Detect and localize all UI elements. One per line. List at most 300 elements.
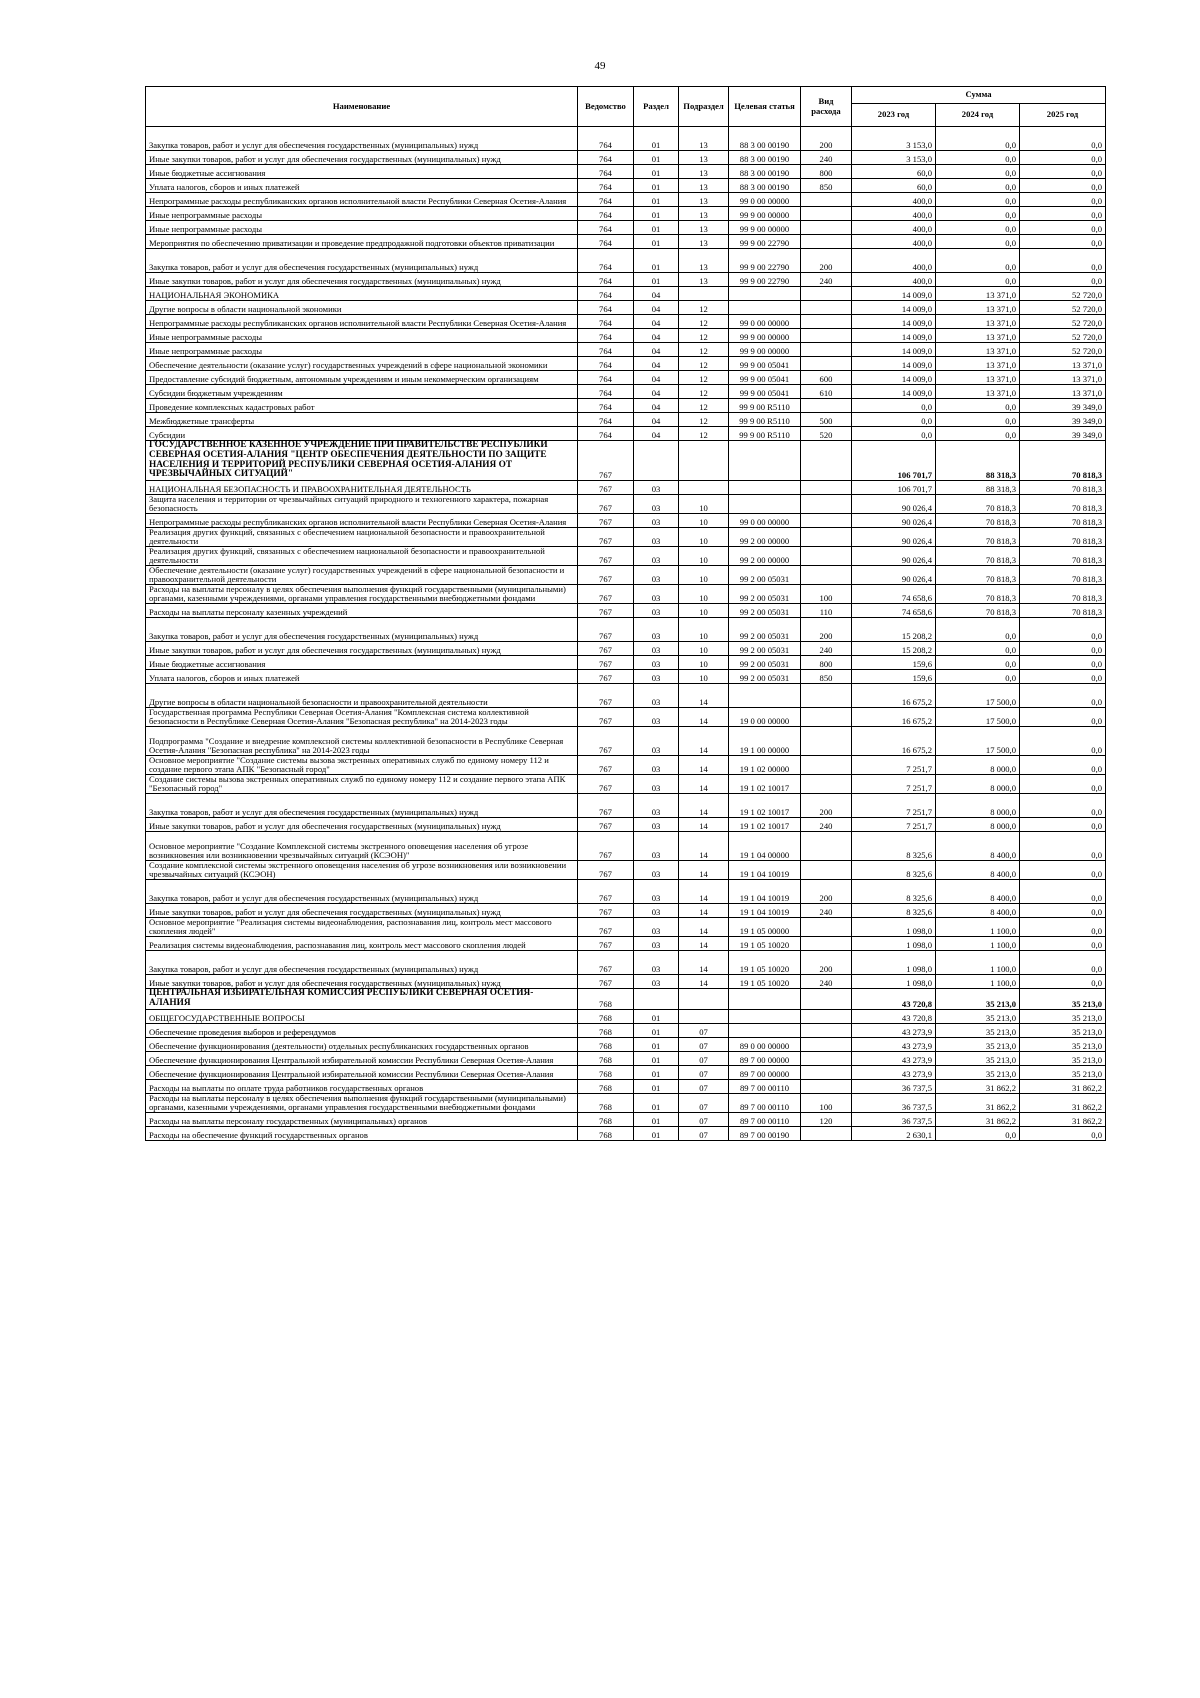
row-sum-2025: 52 720,0 (1020, 301, 1106, 315)
row-celevaya-statya: 19 1 05 00000 (729, 918, 801, 937)
row-sum-2024: 8 000,0 (936, 775, 1020, 794)
table-body (146, 127, 1106, 1141)
row-razdel: 04 (634, 329, 679, 343)
row-razdel: 01 (634, 1093, 679, 1112)
row-sum-2025: 0,0 (1020, 880, 1106, 904)
row-sum-2024: 0,0 (936, 221, 1020, 235)
row-vedomstvo: 764 (578, 193, 634, 207)
row-sum-2025: 35 213,0 (1020, 1009, 1106, 1023)
row-sum-2023: 90 026,4 (852, 514, 936, 528)
row-sum-2025: 35 213,0 (1020, 1051, 1106, 1065)
row-razdel (634, 989, 679, 1010)
row-razdel: 03 (634, 618, 679, 642)
row-sum-2024: 8 400,0 (936, 832, 1020, 861)
table-row (146, 585, 1106, 604)
row-podrazdel: 14 (679, 794, 729, 818)
row-celevaya-statya (729, 481, 801, 495)
row-vid-rashoda (801, 684, 852, 708)
row-celevaya-statya: 19 1 05 10020 (729, 951, 801, 975)
row-vid-rashoda (801, 1051, 852, 1065)
table-row (146, 481, 1106, 495)
row-name: Иные непрограммные расходы (146, 343, 578, 357)
row-podrazdel: 13 (679, 165, 729, 179)
row-podrazdel (679, 287, 729, 301)
row-name: Обеспечение проведения выборов и референдумов (146, 1023, 578, 1037)
row-vid-rashoda (801, 708, 852, 727)
row-podrazdel (679, 1009, 729, 1023)
row-vid-rashoda: 520 (801, 427, 852, 441)
row-podrazdel: 12 (679, 343, 729, 357)
row-razdel: 03 (634, 566, 679, 585)
row-podrazdel: 12 (679, 413, 729, 427)
row-vedomstvo: 764 (578, 249, 634, 273)
row-sum-2023: 7 251,7 (852, 818, 936, 832)
row-vedomstvo: 767 (578, 975, 634, 989)
row-podrazdel: 07 (679, 1079, 729, 1093)
table-header (146, 87, 1106, 127)
row-razdel: 01 (634, 1126, 679, 1140)
table-row (146, 861, 1106, 880)
table-row (146, 547, 1106, 566)
row-razdel: 03 (634, 656, 679, 670)
row-vid-rashoda (801, 495, 852, 514)
row-vid-rashoda: 200 (801, 951, 852, 975)
row-name: Предоставление субсидий бюджетным, автономным учреждениям и иным некоммерческим организациям (146, 371, 578, 385)
row-sum-2025: 35 213,0 (1020, 1037, 1106, 1051)
row-celevaya-statya (729, 1023, 801, 1037)
row-vedomstvo: 764 (578, 301, 634, 315)
row-vedomstvo: 768 (578, 1037, 634, 1051)
row-sum-2024: 70 818,3 (936, 604, 1020, 618)
row-sum-2025: 39 349,0 (1020, 413, 1106, 427)
row-sum-2023: 90 026,4 (852, 566, 936, 585)
row-razdel: 03 (634, 495, 679, 514)
row-razdel: 01 (634, 179, 679, 193)
row-sum-2024: 13 371,0 (936, 315, 1020, 329)
row-celevaya-statya: 19 1 04 10019 (729, 904, 801, 918)
row-celevaya-statya: 99 9 00 00000 (729, 343, 801, 357)
row-name: Мероприятия по обеспечению приватизации и проведение предпродажной подготовки объектов приватизации (146, 235, 578, 249)
row-name: Расходы на обеспечение функций государственных органов (146, 1126, 578, 1140)
row-vedomstvo: 768 (578, 1051, 634, 1065)
row-podrazdel (679, 989, 729, 1010)
row-razdel: 04 (634, 413, 679, 427)
row-sum-2024: 31 862,2 (936, 1112, 1020, 1126)
row-sum-2024: 0,0 (936, 165, 1020, 179)
row-name: Обеспечение деятельности (оказание услуг) государственных учреждений в сфере национальной экономики (146, 357, 578, 371)
row-vid-rashoda: 200 (801, 249, 852, 273)
row-sum-2024: 1 100,0 (936, 937, 1020, 951)
row-sum-2024: 17 500,0 (936, 727, 1020, 756)
row-vid-rashoda (801, 832, 852, 861)
row-sum-2024: 8 400,0 (936, 861, 1020, 880)
row-name: Расходы на выплаты персоналу в целях обеспечения выполнения функций государственными (муниципальными) органами, казенными учреждениями, органами управления государственными внебюджетными фондами (146, 585, 578, 604)
row-sum-2025: 70 818,3 (1020, 514, 1106, 528)
row-sum-2024: 31 862,2 (936, 1093, 1020, 1112)
table-row (146, 1051, 1106, 1065)
row-sum-2023: 36 737,5 (852, 1079, 936, 1093)
table-row (146, 989, 1106, 1010)
table-row (146, 151, 1106, 165)
row-razdel: 03 (634, 918, 679, 937)
row-vid-rashoda (801, 235, 852, 249)
row-vedomstvo: 768 (578, 1065, 634, 1079)
table-row (146, 343, 1106, 357)
row-name: Межбюджетные трансферты (146, 413, 578, 427)
row-sum-2023: 14 009,0 (852, 385, 936, 399)
row-sum-2023: 14 009,0 (852, 315, 936, 329)
row-vedomstvo: 764 (578, 179, 634, 193)
row-sum-2023: 1 098,0 (852, 975, 936, 989)
row-sum-2023: 60,0 (852, 179, 936, 193)
row-sum-2025: 0,0 (1020, 179, 1106, 193)
row-sum-2024: 0,0 (936, 618, 1020, 642)
row-name: Закупка товаров, работ и услуг для обеспечения государственных (муниципальных) нужд (146, 618, 578, 642)
row-sum-2023: 43 720,8 (852, 989, 936, 1010)
row-sum-2024: 13 371,0 (936, 385, 1020, 399)
row-vid-rashoda (801, 1126, 852, 1140)
row-podrazdel: 10 (679, 566, 729, 585)
row-sum-2024: 0,0 (936, 273, 1020, 287)
row-name: Иные бюджетные ассигнования (146, 656, 578, 670)
row-celevaya-statya: 99 9 00 R5110 (729, 427, 801, 441)
row-celevaya-statya (729, 989, 801, 1010)
row-sum-2024: 35 213,0 (936, 1065, 1020, 1079)
row-sum-2025: 70 818,3 (1020, 495, 1106, 514)
row-vedomstvo: 764 (578, 357, 634, 371)
row-sum-2025: 70 818,3 (1020, 566, 1106, 585)
table-row (146, 1009, 1106, 1023)
row-celevaya-statya: 99 9 00 22790 (729, 273, 801, 287)
row-celevaya-statya (729, 441, 801, 481)
header-vid-rashoda: Вид расхода (801, 87, 852, 127)
row-name: Иные закупки товаров, работ и услуг для обеспечения государственных (муниципальных) нужд (146, 975, 578, 989)
table-row (146, 1093, 1106, 1112)
row-sum-2024: 0,0 (936, 670, 1020, 684)
row-sum-2023: 1 098,0 (852, 951, 936, 975)
row-sum-2025: 0,0 (1020, 951, 1106, 975)
row-vid-rashoda: 610 (801, 385, 852, 399)
row-name: Основное мероприятие "Реализация системы видеонаблюдения, распознавания лиц, контроль мест массового скопления людей" (146, 918, 578, 937)
row-sum-2025: 0,0 (1020, 684, 1106, 708)
row-celevaya-statya (729, 287, 801, 301)
row-podrazdel: 07 (679, 1023, 729, 1037)
row-razdel: 03 (634, 642, 679, 656)
row-vedomstvo: 767 (578, 951, 634, 975)
row-sum-2025: 70 818,3 (1020, 547, 1106, 566)
row-vedomstvo: 767 (578, 937, 634, 951)
row-vid-rashoda (801, 343, 852, 357)
row-sum-2023: 3 153,0 (852, 151, 936, 165)
row-podrazdel: 14 (679, 951, 729, 975)
row-sum-2025: 70 818,3 (1020, 481, 1106, 495)
row-podrazdel: 07 (679, 1112, 729, 1126)
row-name: Уплата налогов, сборов и иных платежей (146, 179, 578, 193)
row-name: Иные закупки товаров, работ и услуг для обеспечения государственных (муниципальных) нужд (146, 818, 578, 832)
row-vedomstvo: 764 (578, 315, 634, 329)
row-razdel: 03 (634, 904, 679, 918)
row-sum-2023: 16 675,2 (852, 727, 936, 756)
row-vid-rashoda (801, 547, 852, 566)
row-sum-2025: 52 720,0 (1020, 329, 1106, 343)
row-celevaya-statya: 88 3 00 00190 (729, 127, 801, 151)
row-podrazdel: 14 (679, 832, 729, 861)
row-sum-2023: 90 026,4 (852, 495, 936, 514)
table-row (146, 329, 1106, 343)
row-sum-2024: 0,0 (936, 235, 1020, 249)
row-podrazdel: 14 (679, 918, 729, 937)
row-name: Непрограммные расходы республиканских органов исполнительной власти Республики Северная Осетия-Алания (146, 193, 578, 207)
row-vid-rashoda (801, 1023, 852, 1037)
table-row (146, 127, 1106, 151)
row-vid-rashoda (801, 301, 852, 315)
header-year-2024: 2024 год (936, 104, 1020, 127)
row-razdel: 03 (634, 937, 679, 951)
row-vid-rashoda (801, 315, 852, 329)
row-sum-2023: 8 325,6 (852, 904, 936, 918)
row-razdel: 03 (634, 951, 679, 975)
row-sum-2024: 13 371,0 (936, 371, 1020, 385)
row-celevaya-statya: 99 2 00 05031 (729, 670, 801, 684)
row-sum-2025: 0,0 (1020, 235, 1106, 249)
row-razdel: 01 (634, 165, 679, 179)
row-name: Иные закупки товаров, работ и услуг для обеспечения государственных (муниципальных) нужд (146, 273, 578, 287)
table-row (146, 670, 1106, 684)
row-vedomstvo: 764 (578, 207, 634, 221)
row-vedomstvo: 767 (578, 861, 634, 880)
header-year-2025: 2025 год (1020, 104, 1106, 127)
row-razdel: 03 (634, 756, 679, 775)
row-vedomstvo: 768 (578, 1093, 634, 1112)
row-vedomstvo: 767 (578, 656, 634, 670)
row-sum-2024: 70 818,3 (936, 566, 1020, 585)
row-podrazdel: 14 (679, 756, 729, 775)
table-row (146, 566, 1106, 585)
row-vid-rashoda: 200 (801, 880, 852, 904)
row-sum-2025: 35 213,0 (1020, 989, 1106, 1010)
row-name: Иные непрограммные расходы (146, 329, 578, 343)
row-name: Государственная программа Республики Северная Осетия-Алания "Комплексная система коллективной безопасности в Республике Северная Осетия-Алания "Безопасная республика" на 2014-2023 годы (146, 708, 578, 727)
row-sum-2023: 43 720,8 (852, 1009, 936, 1023)
row-podrazdel: 10 (679, 604, 729, 618)
row-vedomstvo: 768 (578, 1126, 634, 1140)
row-name: Основное мероприятие "Создание Комплексной системы экстренного оповещения населения об угрозе возникновения или возникновении чрезвычайных ситуаций (КСЭОН)" (146, 832, 578, 861)
row-sum-2025: 70 818,3 (1020, 604, 1106, 618)
row-celevaya-statya: 99 2 00 00000 (729, 528, 801, 547)
row-vid-rashoda: 240 (801, 151, 852, 165)
row-celevaya-statya: 19 1 04 00000 (729, 832, 801, 861)
row-sum-2023: 1 098,0 (852, 918, 936, 937)
row-podrazdel: 13 (679, 127, 729, 151)
row-podrazdel: 13 (679, 273, 729, 287)
row-sum-2023: 90 026,4 (852, 547, 936, 566)
row-razdel: 04 (634, 301, 679, 315)
row-sum-2023: 7 251,7 (852, 756, 936, 775)
row-sum-2023: 43 273,9 (852, 1051, 936, 1065)
row-sum-2024: 35 213,0 (936, 1037, 1020, 1051)
row-vid-rashoda (801, 566, 852, 585)
row-celevaya-statya: 88 3 00 00190 (729, 179, 801, 193)
row-sum-2024: 17 500,0 (936, 708, 1020, 727)
row-sum-2023: 0,0 (852, 413, 936, 427)
row-sum-2025: 0,0 (1020, 818, 1106, 832)
row-vedomstvo: 767 (578, 708, 634, 727)
row-vid-rashoda (801, 1009, 852, 1023)
row-sum-2023: 15 208,2 (852, 618, 936, 642)
row-vedomstvo: 767 (578, 547, 634, 566)
table-row (146, 918, 1106, 937)
row-sum-2025: 0,0 (1020, 832, 1106, 861)
row-celevaya-statya: 89 7 00 00000 (729, 1065, 801, 1079)
row-sum-2023: 7 251,7 (852, 775, 936, 794)
row-sum-2023: 74 658,6 (852, 604, 936, 618)
row-sum-2023: 14 009,0 (852, 371, 936, 385)
row-celevaya-statya: 88 3 00 00190 (729, 165, 801, 179)
row-razdel: 04 (634, 399, 679, 413)
table-row (146, 756, 1106, 775)
row-sum-2025: 0,0 (1020, 221, 1106, 235)
row-celevaya-statya: 89 7 00 00000 (729, 1051, 801, 1065)
row-sum-2025: 0,0 (1020, 708, 1106, 727)
row-vid-rashoda: 110 (801, 604, 852, 618)
row-vedomstvo: 764 (578, 385, 634, 399)
row-name: Иные непрограммные расходы (146, 221, 578, 235)
row-vid-rashoda (801, 989, 852, 1010)
row-celevaya-statya (729, 301, 801, 315)
row-sum-2025: 0,0 (1020, 127, 1106, 151)
row-sum-2023: 106 701,7 (852, 441, 936, 481)
row-vedomstvo: 767 (578, 775, 634, 794)
header-razdel: Раздел (634, 87, 679, 127)
row-razdel: 01 (634, 127, 679, 151)
row-celevaya-statya: 89 0 00 00000 (729, 1037, 801, 1051)
table-row (146, 880, 1106, 904)
row-sum-2024: 0,0 (936, 427, 1020, 441)
row-vedomstvo: 767 (578, 880, 634, 904)
table-row (146, 818, 1106, 832)
row-celevaya-statya: 99 9 00 22790 (729, 249, 801, 273)
table-row (146, 604, 1106, 618)
row-podrazdel: 07 (679, 1126, 729, 1140)
row-sum-2025: 70 818,3 (1020, 441, 1106, 481)
row-razdel: 03 (634, 547, 679, 566)
table-row (146, 1065, 1106, 1079)
row-vedomstvo: 767 (578, 514, 634, 528)
row-razdel: 01 (634, 273, 679, 287)
row-sum-2025: 0,0 (1020, 670, 1106, 684)
row-vid-rashoda (801, 1065, 852, 1079)
row-vid-rashoda: 600 (801, 371, 852, 385)
row-razdel: 01 (634, 151, 679, 165)
row-vid-rashoda (801, 193, 852, 207)
row-name: Иные бюджетные ассигнования (146, 165, 578, 179)
row-vedomstvo: 764 (578, 413, 634, 427)
row-celevaya-statya: 99 2 00 00000 (729, 547, 801, 566)
row-name: Субсидии бюджетным учреждениям (146, 385, 578, 399)
row-sum-2023: 400,0 (852, 235, 936, 249)
row-name: Расходы на выплаты по оплате труда работников государственных органов (146, 1079, 578, 1093)
row-name: Расходы на выплаты персоналу государственных (муниципальных) органов (146, 1112, 578, 1126)
row-podrazdel: 14 (679, 818, 729, 832)
row-sum-2025: 0,0 (1020, 618, 1106, 642)
row-sum-2023: 14 009,0 (852, 329, 936, 343)
row-razdel: 01 (634, 1065, 679, 1079)
row-sum-2024: 1 100,0 (936, 975, 1020, 989)
row-vedomstvo: 767 (578, 684, 634, 708)
row-name: Уплата налогов, сборов и иных платежей (146, 670, 578, 684)
row-sum-2024: 88 318,3 (936, 441, 1020, 481)
row-sum-2023: 90 026,4 (852, 528, 936, 547)
row-sum-2025: 0,0 (1020, 151, 1106, 165)
table-row (146, 371, 1106, 385)
row-sum-2025: 70 818,3 (1020, 528, 1106, 547)
row-celevaya-statya: 89 7 00 00110 (729, 1093, 801, 1112)
row-vid-rashoda: 240 (801, 273, 852, 287)
row-vedomstvo: 764 (578, 371, 634, 385)
table-row (146, 1037, 1106, 1051)
row-celevaya-statya: 19 0 00 00000 (729, 708, 801, 727)
row-vid-rashoda: 200 (801, 618, 852, 642)
row-celevaya-statya: 99 9 00 00000 (729, 329, 801, 343)
row-celevaya-statya: 99 2 00 05031 (729, 585, 801, 604)
row-name: Непрограммные расходы республиканских органов исполнительной власти Республики Северная Осетия-Алания (146, 315, 578, 329)
row-vid-rashoda: 100 (801, 1093, 852, 1112)
row-sum-2024: 13 371,0 (936, 329, 1020, 343)
row-sum-2024: 1 100,0 (936, 951, 1020, 975)
row-vedomstvo: 764 (578, 287, 634, 301)
row-celevaya-statya (729, 495, 801, 514)
table-row (146, 1112, 1106, 1126)
row-celevaya-statya: 99 2 00 05031 (729, 604, 801, 618)
row-sum-2023: 36 737,5 (852, 1093, 936, 1112)
row-vedomstvo: 767 (578, 604, 634, 618)
row-sum-2023: 14 009,0 (852, 287, 936, 301)
row-razdel (634, 441, 679, 481)
row-razdel: 03 (634, 585, 679, 604)
row-sum-2024: 0,0 (936, 642, 1020, 656)
row-sum-2025: 13 371,0 (1020, 371, 1106, 385)
row-razdel: 04 (634, 357, 679, 371)
row-name: Защита населения и территории от чрезвычайных ситуаций природного и техногенного характера, пожарная безопасность (146, 495, 578, 514)
row-vid-rashoda (801, 756, 852, 775)
row-name: Основное мероприятие "Создание системы вызова экстренных оперативных служб по единому номеру 112 и создание первого этапа АПК "Безопасный город" (146, 756, 578, 775)
table-row (146, 207, 1106, 221)
row-sum-2024: 70 818,3 (936, 495, 1020, 514)
row-vedomstvo: 768 (578, 1079, 634, 1093)
row-razdel: 03 (634, 775, 679, 794)
row-vid-rashoda: 200 (801, 794, 852, 818)
row-sum-2024: 0,0 (936, 127, 1020, 151)
row-razdel: 01 (634, 221, 679, 235)
row-vedomstvo: 768 (578, 1023, 634, 1037)
row-sum-2024: 0,0 (936, 249, 1020, 273)
row-razdel: 03 (634, 818, 679, 832)
row-podrazdel: 12 (679, 427, 729, 441)
row-sum-2023: 14 009,0 (852, 301, 936, 315)
row-sum-2025: 13 371,0 (1020, 357, 1106, 371)
row-celevaya-statya: 19 1 02 10017 (729, 775, 801, 794)
row-vid-rashoda (801, 1037, 852, 1051)
row-sum-2024: 70 818,3 (936, 585, 1020, 604)
row-podrazdel: 12 (679, 301, 729, 315)
row-razdel: 03 (634, 861, 679, 880)
row-razdel: 03 (634, 975, 679, 989)
row-podrazdel: 14 (679, 727, 729, 756)
row-vid-rashoda (801, 441, 852, 481)
row-razdel: 03 (634, 727, 679, 756)
row-podrazdel: 14 (679, 861, 729, 880)
row-name: Обеспечение функционирования Центральной избирательной комиссии Республики Северная Осетия-Алания (146, 1051, 578, 1065)
